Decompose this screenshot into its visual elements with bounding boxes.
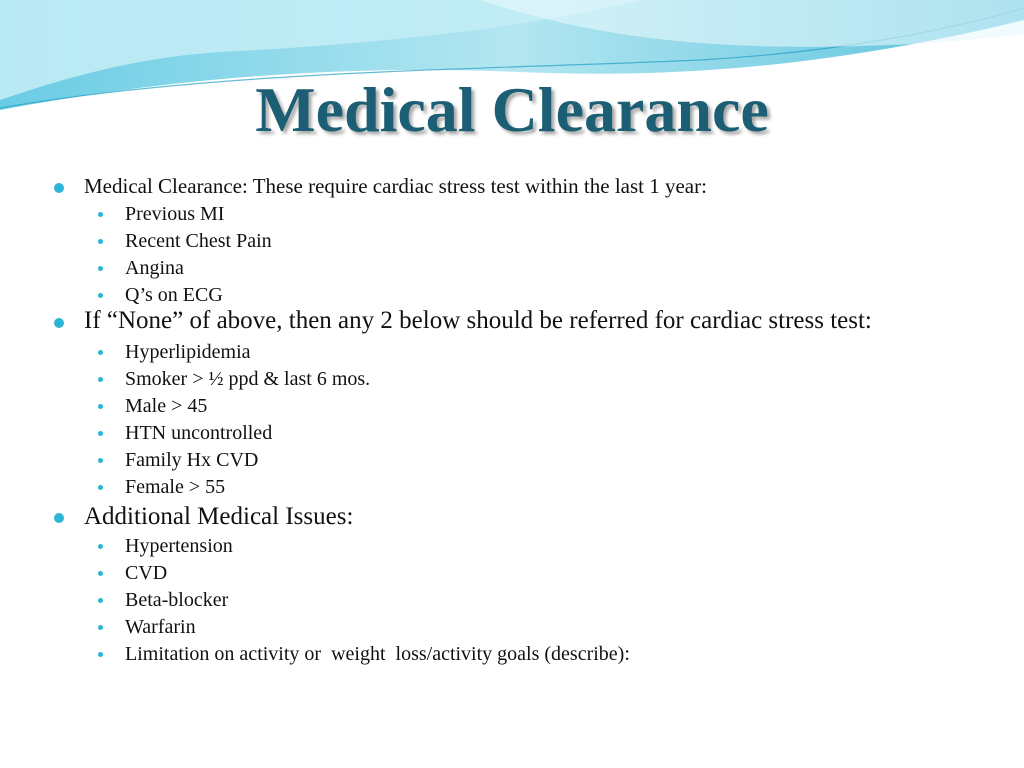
sub-bullet-icon <box>98 350 103 355</box>
bullet-icon <box>54 183 64 193</box>
sub-bullet-icon <box>98 598 103 603</box>
sub-bullet-icon <box>98 652 103 657</box>
bullet-icon <box>54 318 64 328</box>
sub-bullet-text: Female > 55 <box>125 476 226 498</box>
sub-bullet-text: Limitation on activity or weight loss/activity goals (describe): <box>125 643 630 665</box>
sub-bullet-icon <box>98 293 103 298</box>
sub-bullet-icon <box>98 571 103 576</box>
sub-bullet-item <box>0 255 1024 282</box>
sub-bullet-icon <box>98 404 103 409</box>
sub-bullet-item <box>0 228 1024 255</box>
sub-bullet-item <box>0 587 1024 614</box>
sub-bullet-item <box>0 282 1024 309</box>
bullet-text: If “None” of above, then any 2 below should be referred for cardiac stress test: <box>84 307 872 334</box>
sub-bullet-icon <box>98 544 103 549</box>
sub-bullet-icon <box>98 485 103 490</box>
sub-bullet-text: Beta-blocker <box>125 589 229 611</box>
sub-bullet-icon <box>98 239 103 244</box>
sub-bullet-text: Previous MI <box>125 203 225 225</box>
sub-bullet-item <box>0 533 1024 560</box>
sub-bullet-item <box>0 420 1024 447</box>
sub-bullet-text: Hypertension <box>125 535 233 557</box>
sub-bullet-text: Male > 45 <box>125 395 208 417</box>
bullet-item <box>0 307 1024 334</box>
sub-bullet-item <box>0 614 1024 641</box>
sub-bullet-text: HTN uncontrolled <box>125 422 273 444</box>
bullet-text: Medical Clearance: These require cardiac stress test within the last 1 year: <box>84 174 707 198</box>
sub-bullet-text: Family Hx CVD <box>125 449 259 471</box>
sub-bullet-item <box>0 366 1024 393</box>
sub-bullet-text: Recent Chest Pain <box>125 230 272 252</box>
sub-bullet-item <box>0 339 1024 366</box>
sub-bullet-icon <box>98 266 103 271</box>
sub-bullet-text: CVD <box>125 562 168 584</box>
sub-bullet-item <box>0 641 1024 668</box>
sub-bullet-text: Angina <box>125 257 184 279</box>
sub-bullet-icon <box>98 625 103 630</box>
sub-bullet-icon <box>98 212 103 217</box>
sub-bullet-item <box>0 560 1024 587</box>
bullet-item <box>0 503 1024 531</box>
sub-bullet-text: Warfarin <box>125 616 196 638</box>
sub-bullet-text: Q’s on ECG <box>125 284 223 306</box>
sub-bullet-icon <box>98 458 103 463</box>
sub-bullet-icon <box>98 431 103 436</box>
slide-title: Medical Clearance <box>255 74 769 145</box>
sub-bullet-item <box>0 393 1024 420</box>
sub-bullet-item <box>0 474 1024 501</box>
bullet-item <box>0 174 1024 198</box>
sub-bullet-text: Hyperlipidemia <box>125 341 251 363</box>
sub-bullet-item <box>0 447 1024 474</box>
bullet-icon <box>54 513 64 523</box>
sub-bullet-text: Smoker > ½ ppd & last 6 mos. <box>125 368 371 390</box>
sub-bullet-icon <box>98 377 103 382</box>
sub-bullet-item <box>0 201 1024 228</box>
bullet-list <box>0 174 1024 668</box>
bullet-text: Additional Medical Issues: <box>84 503 354 530</box>
